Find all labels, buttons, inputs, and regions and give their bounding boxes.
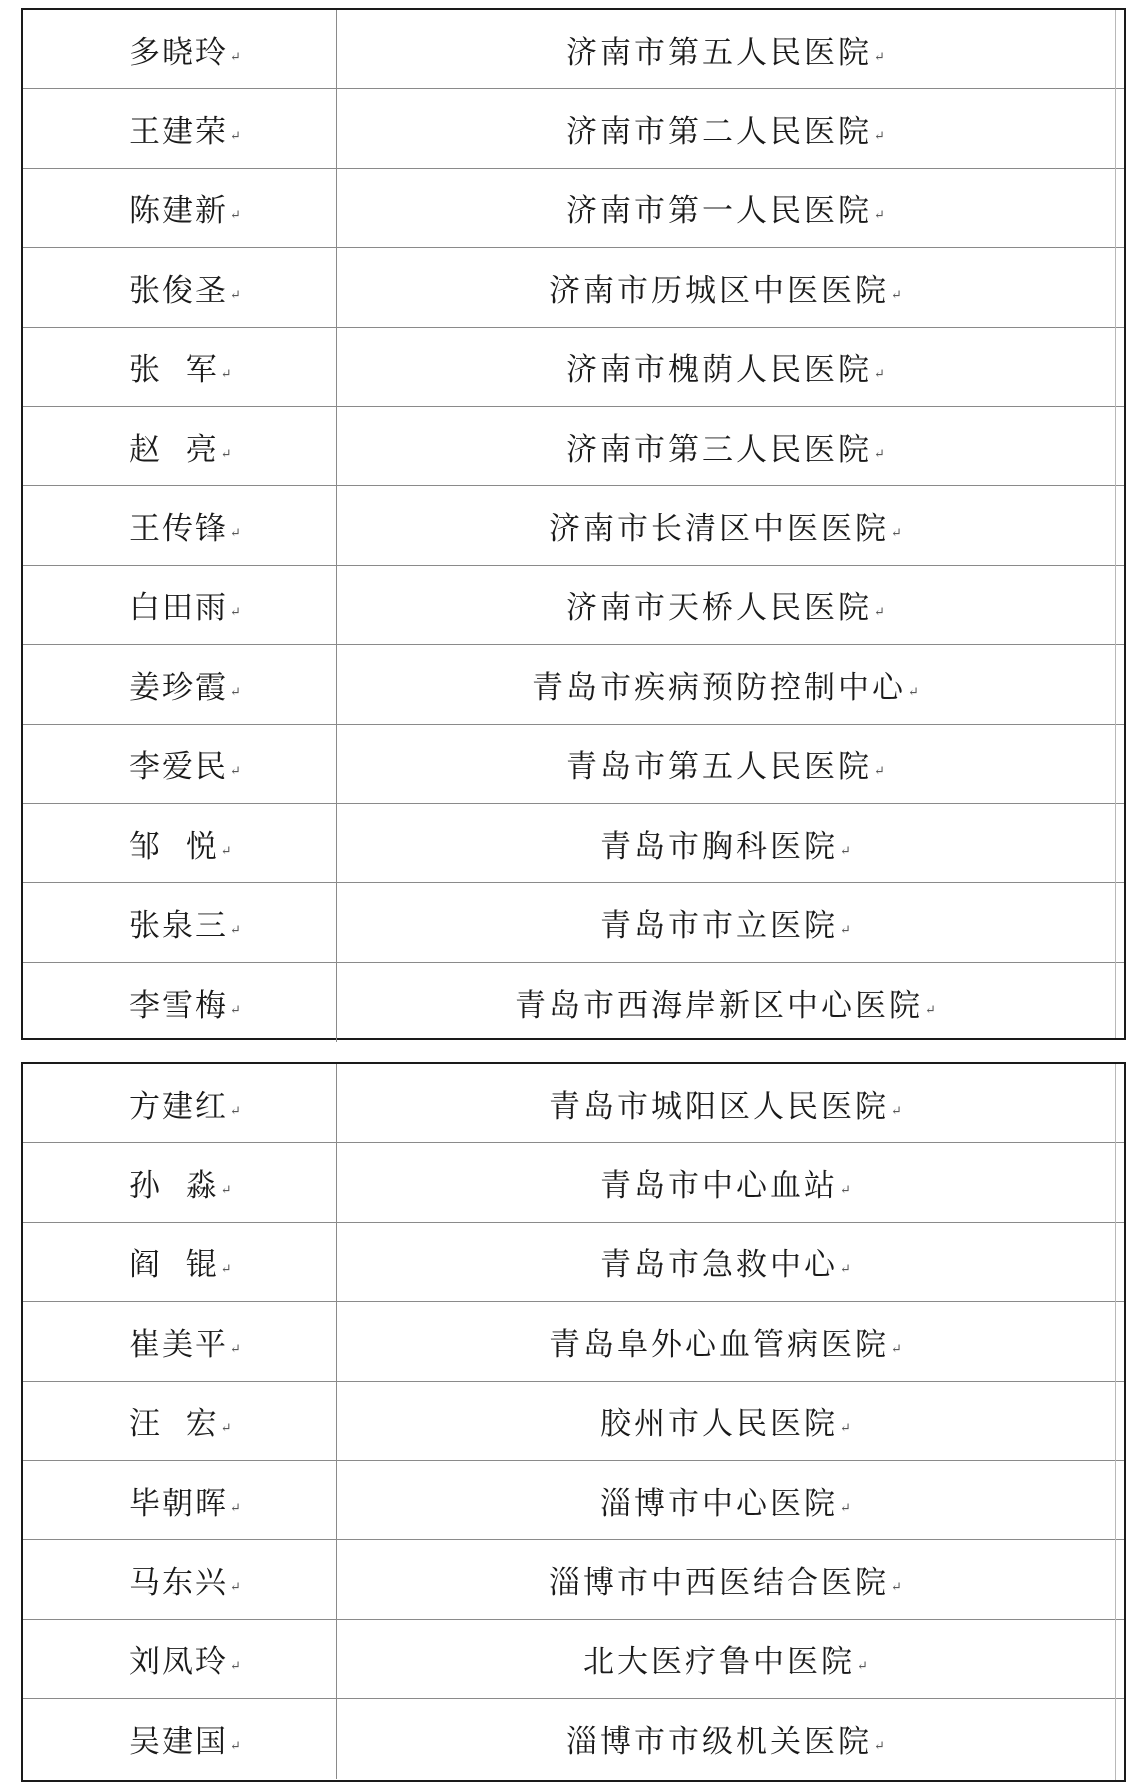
paragraph-mark-icon: ↵ [840,1500,851,1516]
name-cell [23,1223,337,1301]
paragraph-mark-icon: ↵ [925,1002,936,1018]
person-name: 王传锋 [129,511,228,548]
name-cell [23,883,337,961]
name-cell [23,1064,337,1142]
name-cell [23,328,337,406]
person-name: 张泉三 [129,907,228,944]
table-row [23,328,1124,407]
org-cell [337,1620,1124,1698]
org-cell [337,1461,1124,1539]
paragraph-mark-icon: ↵ [840,1183,851,1199]
paragraph-mark-icon: ↵ [840,1262,851,1278]
person-name: 吴建国 [129,1724,228,1761]
person-name: 刘凤玲 [129,1644,228,1681]
name-cell [23,566,337,644]
table-row [23,407,1124,486]
paragraph-mark-icon: ↵ [857,1659,868,1675]
org-cell [337,407,1124,485]
org-cell [337,963,1124,1042]
name-cell [23,169,337,247]
table-row [23,1064,1124,1143]
person-name: 王建荣 [129,114,228,151]
name-cell [23,10,337,88]
org-cell [337,883,1124,961]
paragraph-mark-icon: ↵ [891,1103,902,1119]
paragraph-mark-icon: ↵ [874,446,885,462]
table-upper [21,8,1126,1040]
paragraph-mark-icon: ↵ [230,1659,241,1675]
table-row [23,1223,1124,1302]
paragraph-mark-icon: ↵ [874,605,885,621]
paragraph-mark-icon: ↵ [230,1103,241,1119]
paragraph-mark-icon: ↵ [230,605,241,621]
person-name: 赵 亮 [129,431,219,468]
organization-name: 济南市第一人民医院 [566,193,873,230]
table-row [23,725,1124,804]
name-cell [23,645,337,723]
org-cell [337,566,1124,644]
org-cell [337,725,1124,803]
name-cell [23,1461,337,1539]
person-name: 姜珍霞 [129,669,228,706]
organization-name: 济南市第二人民医院 [566,114,873,151]
org-cell [337,486,1124,564]
person-name: 张 军 [129,352,219,389]
table-row [23,963,1124,1042]
paragraph-mark-icon: ↵ [874,49,885,65]
paragraph-mark-icon: ↵ [874,129,885,145]
table-row [23,1382,1124,1461]
paragraph-mark-icon: ↵ [220,843,232,859]
person-name: 李爱民 [129,749,228,786]
table-row [23,169,1124,248]
paragraph-mark-icon: ↵ [230,1500,241,1516]
organization-name: 济南市第五人民医院 [566,34,873,71]
paragraph-mark-icon: ↵ [840,922,851,938]
paragraph-mark-icon: ↵ [230,129,241,145]
organization-name: 济南市第三人民医院 [566,431,873,468]
organization-name: 青岛市疾病预防控制中心 [532,669,907,706]
name-cell [23,725,337,803]
org-cell [337,1143,1124,1221]
name-cell [23,1540,337,1618]
person-name: 崔美平 [129,1326,228,1363]
paragraph-mark-icon: ↵ [840,1421,851,1437]
paragraph-mark-icon: ↵ [891,1341,902,1357]
table-row [23,89,1124,168]
organization-name: 济南市历城区中医医院 [549,272,890,309]
table-row [23,1302,1124,1381]
organization-name: 青岛市第五人民医院 [566,749,873,786]
paragraph-mark-icon: ↵ [840,843,851,859]
person-name: 孙 淼 [129,1168,219,1205]
organization-name: 青岛市急救中心 [600,1247,839,1284]
name-cell [23,486,337,564]
paragraph-mark-icon: ↵ [874,367,885,383]
org-cell [337,1223,1124,1301]
organization-name: 胶州市人民医院 [600,1406,839,1443]
person-name: 李雪梅 [129,987,228,1024]
table-row [23,10,1124,89]
person-name: 汪 宏 [129,1406,219,1443]
person-name: 马东兴 [129,1565,228,1602]
name-cell [23,1302,337,1380]
paragraph-mark-icon: ↵ [874,764,885,780]
table-row [23,1540,1124,1619]
person-name: 邹 悦 [129,828,219,865]
table-row [23,1461,1124,1540]
paragraph-mark-icon: ↵ [230,1580,241,1596]
table-row [23,1620,1124,1699]
organization-name: 淄博市中西医结合医院 [549,1565,890,1602]
organization-name: 青岛市胸科医院 [600,828,839,865]
table-row [23,645,1124,724]
organization-name: 淄博市市级机关医院 [566,1724,873,1761]
org-cell [337,1699,1124,1778]
paragraph-mark-icon: ↵ [220,367,232,383]
paragraph-mark-icon: ↵ [230,922,241,938]
paragraph-mark-icon: ↵ [220,446,232,462]
organization-name: 济南市槐荫人民医院 [566,352,873,389]
table-row [23,883,1124,962]
person-name: 毕朝晖 [129,1485,228,1522]
paragraph-mark-icon: ↵ [230,1739,241,1755]
person-name: 陈建新 [129,193,228,230]
paragraph-mark-icon: ↵ [230,684,241,700]
person-name: 阎 锟 [129,1247,219,1284]
paragraph-mark-icon: ↵ [874,208,885,224]
paragraph-mark-icon: ↵ [230,287,241,303]
paragraph-mark-icon: ↵ [891,1580,902,1596]
name-cell [23,1699,337,1778]
person-name: 多晓玲 [129,34,228,71]
paragraph-mark-icon: ↵ [908,684,919,700]
paragraph-mark-icon: ↵ [230,764,241,780]
paragraph-mark-icon: ↵ [230,208,241,224]
org-cell [337,1382,1124,1460]
organization-name: 青岛市城阳区人民医院 [549,1088,890,1125]
person-name: 白田雨 [129,590,228,627]
paragraph-mark-icon: ↵ [891,526,902,542]
paragraph-mark-icon: ↵ [891,287,902,303]
organization-name: 青岛市中心血站 [600,1168,839,1205]
org-cell [337,1540,1124,1618]
organization-name: 济南市天桥人民医院 [566,590,873,627]
table-row [23,1699,1124,1778]
paragraph-mark-icon: ↵ [230,49,241,65]
paragraph-mark-icon: ↵ [220,1183,232,1199]
name-cell [23,1143,337,1221]
table-lower [21,1062,1126,1782]
table-row [23,566,1124,645]
table-row [23,248,1124,327]
paragraph-mark-icon: ↵ [230,1002,241,1018]
org-cell [337,1064,1124,1142]
table-row [23,486,1124,565]
organization-name: 淄博市中心医院 [600,1485,839,1522]
organization-name: 济南市长清区中医医院 [549,511,890,548]
org-cell [337,645,1124,723]
org-cell [337,328,1124,406]
org-cell [337,1302,1124,1380]
person-name: 方建红 [129,1088,228,1125]
organization-name: 青岛阜外心血管病医院 [549,1326,890,1363]
table-row [23,804,1124,883]
table-edge-line [1115,1064,1116,1780]
table-row [23,1143,1124,1222]
org-cell [337,169,1124,247]
name-cell [23,248,337,326]
org-cell [337,804,1124,882]
paragraph-mark-icon: ↵ [874,1739,885,1755]
paragraph-mark-icon: ↵ [230,1341,241,1357]
name-cell [23,804,337,882]
person-name: 张俊圣 [129,272,228,309]
name-cell [23,1382,337,1460]
paragraph-mark-icon: ↵ [230,526,241,542]
paragraph-mark-icon: ↵ [220,1262,232,1278]
organization-name: 青岛市西海岸新区中心医院 [515,987,924,1024]
name-cell [23,963,337,1042]
name-cell [23,1620,337,1698]
table-edge-line [1115,10,1116,1038]
name-cell [23,89,337,167]
organization-name: 北大医疗鲁中医院 [583,1644,856,1681]
org-cell [337,89,1124,167]
org-cell [337,248,1124,326]
name-cell [23,407,337,485]
organization-name: 青岛市市立医院 [600,907,839,944]
paragraph-mark-icon: ↵ [220,1421,232,1437]
org-cell [337,10,1124,88]
